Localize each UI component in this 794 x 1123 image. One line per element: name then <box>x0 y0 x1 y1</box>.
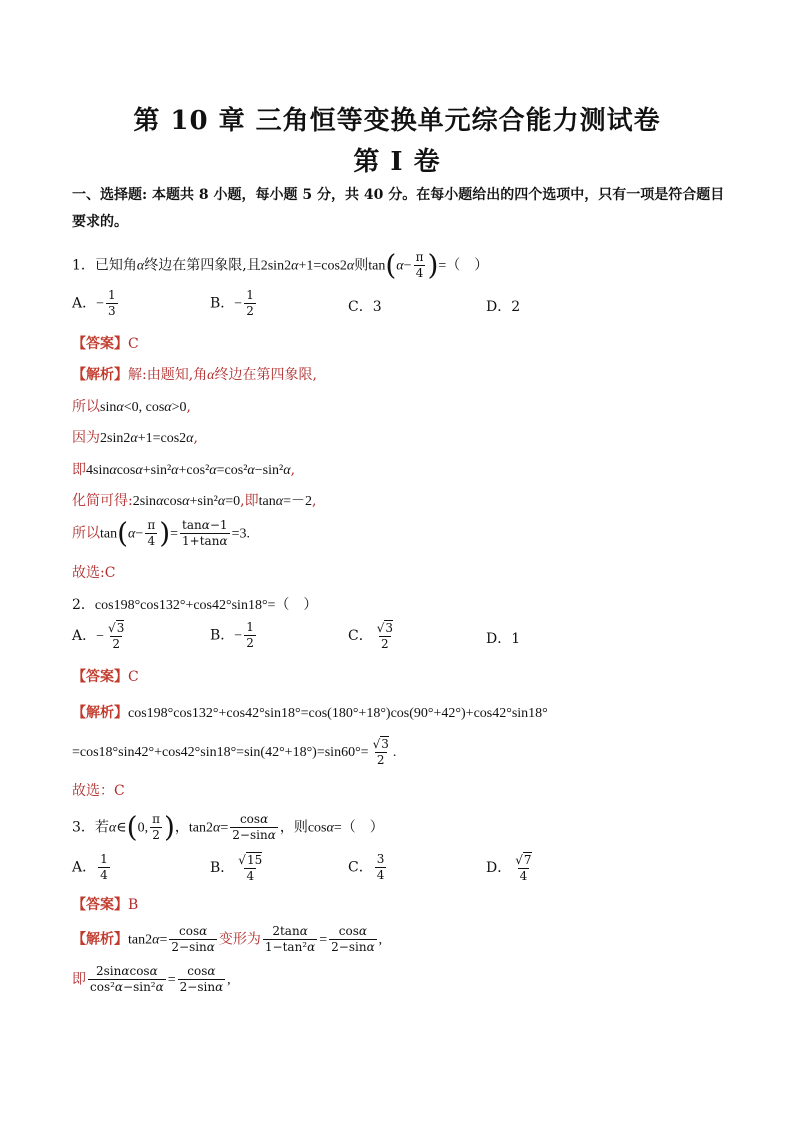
question-3: 3．若α∈(0, $\frac{\pi}{2}$ )，tan2α= $\frac{\cos\alpha}{2-\sin\alpha}$ ，则cosα=（ ） <box>72 810 384 844</box>
option-d[interactable]: D． $\frac{√7}{4}$ <box>486 853 532 883</box>
analysis-2-line-1: 【解析】cos198°cos132°+cos42°sin18°=cos(180°+18°)cos(90°+42°)+cos42°sin18° <box>72 705 548 721</box>
question-number: 1． <box>72 257 95 274</box>
option-c[interactable]: C．3 <box>348 299 382 315</box>
conclusion-2: 故选：C <box>72 783 125 799</box>
option-c[interactable]: C． $\frac{√3}{2}$ <box>348 621 394 651</box>
option-a[interactable]: A．− $\frac{1}{3}$ <box>72 288 116 318</box>
question-text: 则 <box>354 257 369 274</box>
option-a[interactable]: A． $\frac{1}{4}$ <box>72 852 108 882</box>
option-c[interactable]: C． $\frac{3}{4}$ <box>348 852 385 882</box>
page-title: 第 10 章 三角恒等变换单元综合能力测试卷 <box>133 106 661 136</box>
option-d[interactable]: D．2 <box>486 299 521 315</box>
analysis-3-line-1: 【解析】tan2α= $\frac{\cos\alpha}{2-\sin\alpha}$ 变形为 $\frac{2\tan\alpha}{\text{1−tan²α}}$ = $\frac{\cos\alpha}{2-\sin\alpha}$ , <box>72 924 383 954</box>
question-text: 已知角 <box>94 257 137 274</box>
option-b[interactable]: B．− $\frac{1}{2}$ <box>210 620 254 650</box>
section-instructions: 一、选择题: 本题共 8 小题，每小题 5 分，共 40 分。在每小题给出的四个选项中，只有一项是符合题目要求的。 <box>72 187 725 230</box>
conclusion-1: 故选:C <box>72 565 116 581</box>
option-b[interactable]: B．− $\frac{1}{2}$ <box>210 288 254 318</box>
analysis-1-line-5: 化简可得:2sinαcosα+sin²α=0,即tanα=－2, <box>72 493 317 509</box>
answer-2: 【答案】C <box>72 669 139 685</box>
option-a[interactable]: A．− $\frac{√3}{2}$ <box>72 621 125 651</box>
analysis-1-line-6: 所以tan(α− $\frac{\pi}{4}$ )= $\frac{\tan\alpha-1}{1+\tan\alpha}$ =3. <box>72 516 250 550</box>
analysis-1-line-3: 因为2sin2α+1=cos2α, <box>72 430 198 446</box>
analysis-1-line-2: 所以sinα<0, cosα>0, <box>72 399 191 415</box>
question-text: 终边在第四象限,且 <box>144 257 261 274</box>
analysis-1-line-4: 即4sinαcosα+sin²α+cos²α=cos²α−sin²α, <box>72 462 296 478</box>
option-d[interactable]: D．1 <box>486 631 521 647</box>
analysis-3-line-2: 即 $\frac{2\sin\alpha\cos\alpha}{\text{cos²α−sin²α}}$ = $\frac{\cos\alpha}{2-\sin\alpha}$ , <box>72 964 231 994</box>
option-b[interactable]: B． $\frac{√15}{4}$ <box>210 853 263 883</box>
answer-1: 【答案】C <box>72 336 139 352</box>
question-2: 2．cos198°cos132°+cos42°sin18°=（ ） <box>72 597 318 613</box>
analysis-1-line-1: 【解析】解:由题知,角α终边在第四象限, <box>72 367 317 383</box>
analysis-2-line-2: =cos18°sin42°+cos42°sin18°=sin(42°+18°)=sin60°= $\frac{√3}{2}$ . <box>72 737 397 767</box>
question-1: 1．已知角α终边在第四象限,且2sin2α+1=cos2α则tan(α− $\frac{\pi}{4}$ )=（ ） <box>72 248 489 282</box>
page-subtitle: 第 I 卷 <box>353 147 441 177</box>
answer-3: 【答案】B <box>72 897 139 913</box>
